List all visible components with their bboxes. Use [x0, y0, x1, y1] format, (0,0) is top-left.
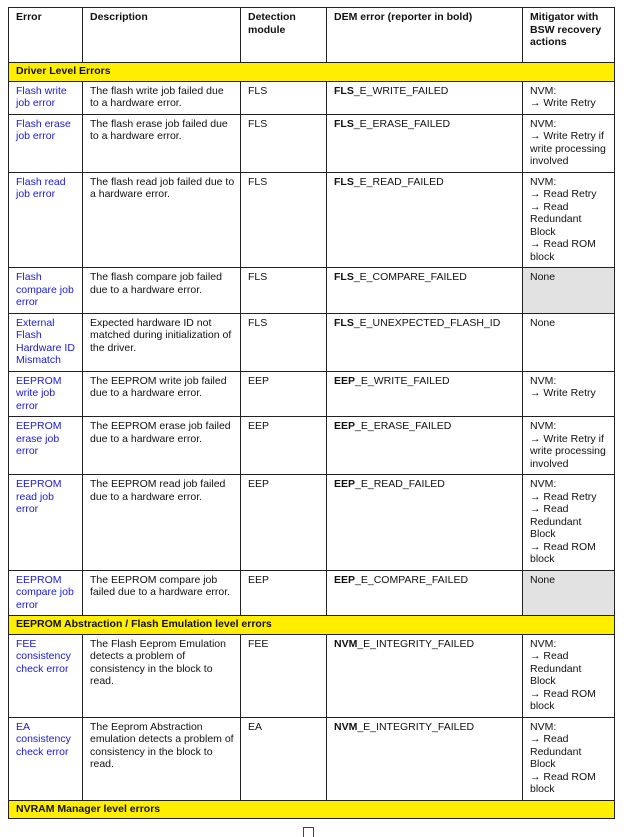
header-row — [9, 8, 615, 63]
header-mitigator: Mitigator with BSW recovery actions — [523, 8, 615, 63]
dem-reporter: EEP — [334, 478, 356, 490]
mitigation-line: → Write Retry — [530, 97, 596, 109]
error-description: The EEPROM write job failed due to a hardware error. — [83, 371, 241, 417]
header-dem: DEM error (reporter in bold) — [327, 8, 523, 63]
mitigation-line: → Read ROM block — [530, 540, 596, 565]
header-description: Description — [83, 8, 241, 63]
section-row — [9, 63, 615, 82]
section-title: EEPROM Abstraction / Flash Emulation level errors — [9, 616, 615, 635]
dem-error — [327, 475, 523, 571]
mitigation-line: NVM: — [530, 175, 557, 188]
mitigation — [523, 268, 615, 314]
dem-reporter: EEP — [334, 374, 356, 387]
dem-error — [327, 268, 523, 314]
mitigation-line: NVM: — [530, 478, 557, 490]
dem-reporter: FLS — [334, 84, 354, 97]
dem-error — [327, 172, 523, 268]
error-name: Flash read job error — [9, 172, 83, 268]
dem-reporter: EEP — [334, 420, 356, 432]
dem-reporter: FLS — [334, 175, 354, 188]
error-description: The flash write job failed due to a hardware error. — [83, 81, 241, 114]
detection-module: FLS — [241, 81, 327, 114]
dem-error — [327, 634, 523, 717]
error-name: EEPROM read job error — [9, 475, 83, 571]
error-name: EA consistency check error — [9, 717, 83, 800]
error-description: Expected hardware ID not matched during initialization of the driver. — [83, 313, 241, 371]
dem-code: _E_READ_FAILED — [355, 478, 445, 490]
dem-reporter: EEP — [334, 573, 356, 586]
mitigation-line: NVM: — [530, 374, 557, 387]
mitigation — [523, 313, 615, 371]
table-row — [9, 475, 615, 571]
table-row — [9, 634, 615, 717]
detection-module: FLS — [241, 172, 327, 268]
table-row — [9, 172, 615, 268]
mitigation-line: → Read Redundant Block — [530, 503, 582, 540]
section-row — [9, 616, 615, 635]
dem-reporter: NVM — [334, 720, 358, 733]
dem-error — [327, 371, 523, 417]
table-row — [9, 717, 615, 800]
mitigation-line: → Read Retry — [530, 490, 597, 503]
error-description: The flash compare job failed due to a hardware error. — [83, 268, 241, 314]
table-row — [9, 81, 615, 114]
page-marker-icon — [303, 827, 314, 837]
mitigation-line: → Read ROM block — [530, 770, 596, 795]
dem-error — [327, 417, 523, 475]
mitigation-line: → Write Retry — [530, 387, 596, 399]
mitigation — [523, 717, 615, 800]
error-name: EEPROM compare job error — [9, 570, 83, 616]
header-error: Error — [9, 8, 83, 63]
table-row — [9, 570, 615, 616]
mitigation — [523, 172, 615, 268]
mitigation-line: NVM: — [530, 420, 557, 432]
section-row — [9, 800, 615, 819]
dem-reporter: FLS — [334, 271, 354, 283]
mitigation-line: → Read Redundant Block — [530, 650, 582, 687]
dem-code: _E_WRITE_FAILED — [353, 84, 449, 97]
table-row — [9, 268, 615, 314]
dem-code: _E_INTEGRITY_FAILED — [357, 720, 475, 733]
mitigation-line: NVM: — [530, 84, 557, 97]
error-name: Flash compare job error — [9, 268, 83, 314]
error-description: The Eeprom Abstraction emulation detects a problem of consistency in the block to read. — [83, 717, 241, 800]
error-description: The flash read job failed due to a hardware error. — [83, 172, 241, 268]
detection-module: FLS — [241, 313, 327, 371]
detection-module: EEP — [241, 475, 327, 571]
mitigation-line: None — [530, 573, 556, 586]
mitigation-line: → Read ROM block — [530, 687, 596, 712]
mitigation-line: None — [530, 271, 556, 283]
mitigation — [523, 114, 615, 172]
error-name: Flash erase job error — [9, 114, 83, 172]
mitigation-line: → Read Redundant Block — [530, 733, 582, 770]
dem-code: _E_READ_FAILED — [353, 175, 444, 188]
error-name: External Flash Hardware ID Mismatch — [9, 313, 83, 371]
error-description: The EEPROM erase job failed due to a hardware error. — [83, 417, 241, 475]
dem-reporter: FLS — [334, 316, 354, 329]
mitigation-line: None — [530, 316, 556, 329]
table-body — [9, 63, 615, 819]
dem-code: _E_UNEXPECTED_FLASH_ID — [353, 316, 501, 329]
mitigation-line: → Write Retry if write processing involved — [530, 130, 606, 167]
error-name: EEPROM write job error — [9, 371, 83, 417]
dem-reporter: FLS — [334, 117, 354, 130]
detection-module: EEP — [241, 570, 327, 616]
section-title: Driver Level Errors — [9, 63, 615, 82]
dem-error — [327, 81, 523, 114]
error-name: Flash write job error — [9, 81, 83, 114]
mitigation — [523, 371, 615, 417]
mitigation-line: NVM: — [530, 637, 557, 650]
dem-code: _E_INTEGRITY_FAILED — [357, 637, 475, 650]
table-row — [9, 371, 615, 417]
error-name: EEPROM erase job error — [9, 417, 83, 475]
dem-code: _E_COMPARE_FAILED — [355, 573, 469, 586]
dem-code: _E_ERASE_FAILED — [353, 117, 451, 130]
section-title: NVRAM Manager level errors — [9, 800, 615, 819]
detection-module: FLS — [241, 268, 327, 314]
header-module: Detection module — [241, 8, 327, 63]
mitigation-line: NVM: — [530, 720, 557, 733]
mitigation-line: → Write Retry if write processing involved — [530, 432, 606, 470]
dem-code: _E_COMPARE_FAILED — [353, 271, 467, 283]
dem-code: _E_ERASE_FAILED — [355, 420, 452, 432]
table-row — [9, 417, 615, 475]
dem-error — [327, 114, 523, 172]
mitigation — [523, 417, 615, 475]
dem-error — [327, 570, 523, 616]
error-description: The flash erase job failed due to a hardware error. — [83, 114, 241, 172]
detection-module: FEE — [241, 634, 327, 717]
table-row — [9, 114, 615, 172]
error-description: The Flash Eeprom Emulation detects a problem of consistency in the block to read. — [83, 634, 241, 717]
mitigation-line: → Read ROM block — [530, 238, 596, 263]
table-row — [9, 313, 615, 371]
mitigation-line: NVM: — [530, 117, 557, 130]
dem-error — [327, 717, 523, 800]
error-description: The EEPROM compare job failed due to a hardware error. — [83, 570, 241, 616]
detection-module: EEP — [241, 417, 327, 475]
mitigation — [523, 475, 615, 571]
detection-module: EA — [241, 717, 327, 800]
dem-reporter: NVM — [334, 637, 358, 650]
mitigation-line: → Read Retry — [530, 188, 597, 200]
error-description: The EEPROM read job failed due to a hardware error. — [83, 475, 241, 571]
dem-code: _E_WRITE_FAILED — [355, 374, 450, 387]
dem-error — [327, 313, 523, 371]
detection-module: EEP — [241, 371, 327, 417]
detection-module: FLS — [241, 114, 327, 172]
mitigation-line: → Read Redundant Block — [530, 200, 582, 238]
mitigation — [523, 634, 615, 717]
mitigation — [523, 570, 615, 616]
error-name: FEE consistency check error — [9, 634, 83, 717]
mitigation — [523, 81, 615, 114]
error-table — [8, 7, 615, 819]
